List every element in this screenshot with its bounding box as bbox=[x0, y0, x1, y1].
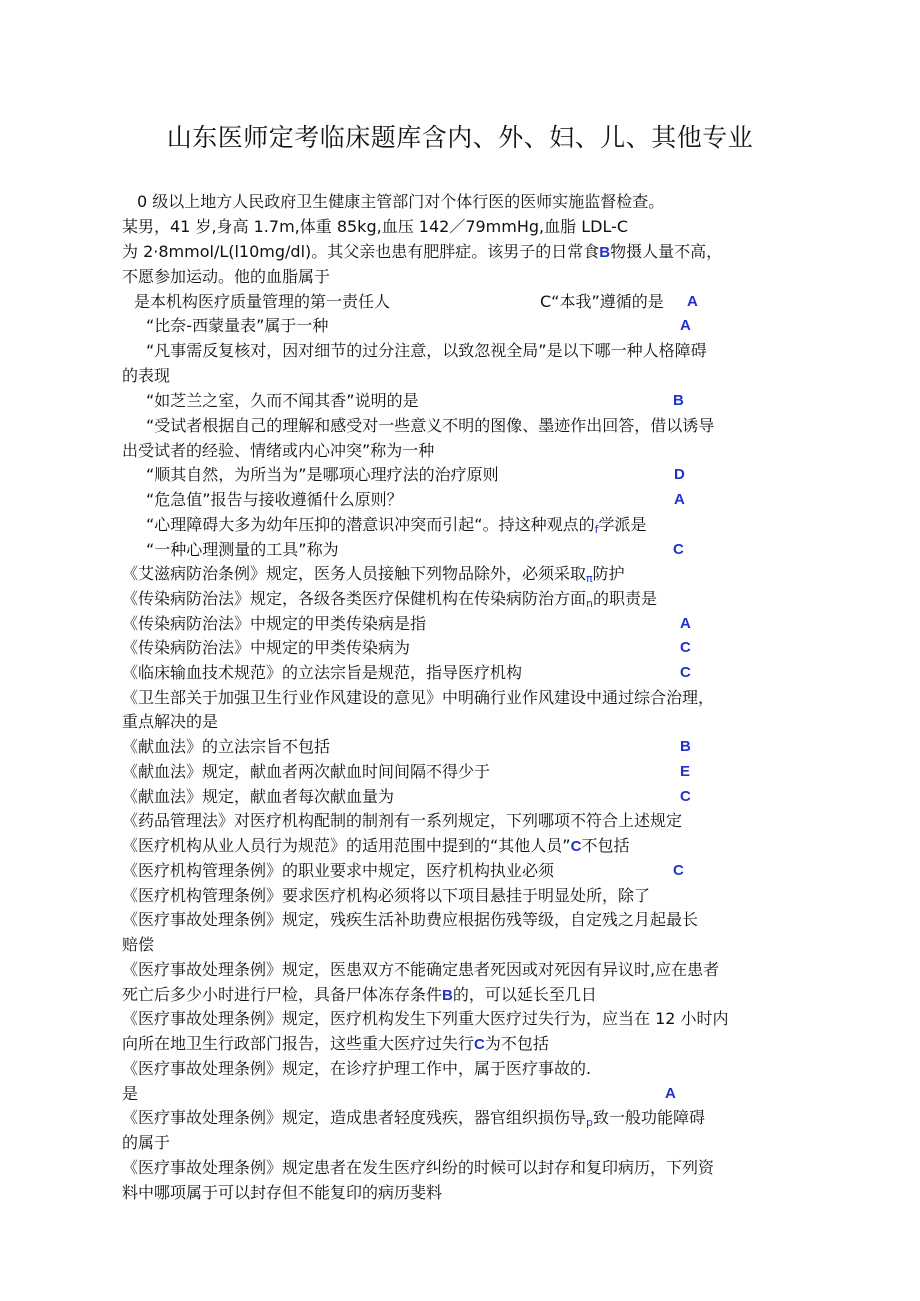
question-text-after: 防护 bbox=[592, 564, 625, 583]
question-line bbox=[146, 316, 328, 336]
question-text: 《医疗事故处理条例》规定，医患双方不能确定患者死因或对死因有异议时,应在患者 bbox=[122, 960, 720, 979]
question-text: 《医疗事故处理条例》规定，医疗机构发生下列重大医疗过失行为，应当在 12 小时内 bbox=[122, 1009, 729, 1028]
answer-letter: A bbox=[687, 293, 698, 310]
question-line bbox=[122, 1059, 591, 1079]
question-line bbox=[122, 1034, 549, 1055]
question-text: 《医疗事故处理条例》规定患者在发生医疗纠纷的时候可以封存和复印病历，下列资 bbox=[122, 1158, 715, 1177]
question-line bbox=[122, 787, 394, 807]
question-text-mid: C“本我”遵循的是 bbox=[540, 292, 664, 311]
question-line bbox=[122, 737, 330, 757]
question-line bbox=[122, 935, 154, 955]
question-line bbox=[122, 886, 650, 906]
question-text: “顺其自然，为所当为”是哪项心理疗法的治疗原则 bbox=[146, 465, 499, 484]
question-line bbox=[122, 712, 218, 732]
answer-letter: E bbox=[680, 763, 691, 780]
question-text: 是本机构医疗质量管理的第一责任人 bbox=[134, 292, 391, 311]
question-line bbox=[122, 366, 170, 386]
answer-letter: D bbox=[674, 466, 685, 483]
answer-letter: A bbox=[674, 491, 685, 508]
question-text-after: 物摄人量不高， bbox=[610, 242, 723, 261]
question-text: 的属于 bbox=[122, 1133, 171, 1152]
question-text-before: 《艾滋病防治条例》规定，医务人员接触下列物品除外，必须采取 bbox=[122, 564, 587, 583]
question-line bbox=[122, 1108, 705, 1133]
inline-answer-letter: C bbox=[570, 838, 582, 855]
question-text-after: 学派是 bbox=[598, 515, 647, 534]
answer-letter: A bbox=[680, 317, 691, 334]
question-line bbox=[122, 441, 434, 461]
question-line bbox=[122, 663, 522, 683]
document-title: 山东医师定考临床题库含内、外、妇、儿、其他专业 bbox=[166, 123, 754, 152]
question-line bbox=[122, 267, 330, 287]
question-line bbox=[122, 217, 628, 237]
inline-answer-letter: C bbox=[474, 1036, 485, 1053]
question-text: 《传染病防治法》中规定的甲类传染病为 bbox=[122, 638, 411, 657]
question-line bbox=[122, 1183, 442, 1203]
question-text-after: 的职责是 bbox=[593, 589, 658, 608]
question-text: “一种心理测量的工具”称为 bbox=[146, 540, 339, 559]
question-line bbox=[122, 589, 657, 614]
question-line bbox=[122, 910, 698, 930]
inline-scan-mark: π bbox=[586, 572, 593, 585]
question-text-after: 的，可以延长至几日 bbox=[452, 985, 597, 1004]
question-text: 料中哪项属于可以封存但不能复印的病历斐料 bbox=[122, 1183, 443, 1202]
inline-scan-mark: p bbox=[586, 1116, 593, 1129]
question-text: 赔偿 bbox=[122, 935, 155, 954]
question-text: 《献血法》的立法宗旨不包括 bbox=[122, 737, 331, 756]
question-text: 《医疗事故处理条例》规定，残疾生活补助费应根据伤残等级，自定残之月起最长 bbox=[122, 910, 699, 929]
inline-scan-mark: n bbox=[586, 597, 593, 610]
question-line bbox=[122, 960, 719, 980]
answer-letter: A bbox=[680, 615, 691, 632]
question-line bbox=[146, 490, 403, 510]
question-text-before: 《医疗机构从业人员行为规范》的适用范围中提到的“其他人员” bbox=[122, 836, 571, 855]
question-line bbox=[134, 292, 390, 312]
question-text: “比奈-西蒙量表”属于一种 bbox=[146, 316, 329, 335]
question-text: 《医疗机构管理条例》要求医疗机构必须将以下项目悬挂于明显处所，除了 bbox=[122, 886, 651, 905]
answer-letter: B bbox=[673, 392, 684, 409]
question-line bbox=[122, 242, 722, 263]
question-text: 某男，41 岁,身高 1.7m,体重 85kg,血压 142／79mmHg,血脂 LDL-C bbox=[122, 217, 629, 236]
question-text: “如芝兰之室，久而不闻其香”说明的是 bbox=[146, 391, 419, 410]
question-text-after: 不包括 bbox=[581, 836, 630, 855]
question-text: 0 级以上地方人民政府卫生健康主管部门对个体行医的医师实施监督检查。 bbox=[137, 192, 665, 211]
question-line bbox=[122, 614, 426, 634]
question-line bbox=[122, 811, 682, 831]
question-line bbox=[146, 391, 419, 411]
question-line bbox=[137, 192, 664, 212]
question-line bbox=[122, 762, 490, 782]
inline-scan-mark: f bbox=[594, 523, 599, 536]
question-line bbox=[146, 540, 339, 560]
question-line bbox=[146, 341, 707, 361]
question-line bbox=[122, 1158, 714, 1178]
question-text-before: 向所在地卫生行政部门报告，这些重大医疗过失行 bbox=[122, 1034, 475, 1053]
question-text: 不愿参加运动。他的血脂属于 bbox=[122, 267, 331, 286]
question-text: 《献血法》规定，献血者每次献血量为 bbox=[122, 787, 395, 806]
question-text-after: 致一般功能障碍 bbox=[593, 1108, 706, 1127]
answer-letter: C bbox=[680, 788, 691, 805]
question-text: 《医疗事故处理条例》规定，在诊疗护理工作中，属于医疗事故的. bbox=[122, 1059, 592, 1078]
question-text: “凡事需反复核对，因对细节的过分注意，以致忽视全局”是以下哪一种人格障碍 bbox=[146, 341, 707, 360]
answer-letter: A bbox=[665, 1085, 676, 1102]
question-text: 《献血法》规定，献血者两次献血时间间隔不得少于 bbox=[122, 762, 491, 781]
question-text: 《医疗机构管理条例》的职业要求中规定，医疗机构执业必须 bbox=[122, 861, 555, 880]
answer-letter: B bbox=[680, 738, 691, 755]
question-line bbox=[146, 465, 499, 485]
answer-letter: C bbox=[680, 664, 691, 681]
question-line bbox=[146, 515, 646, 540]
question-line bbox=[146, 416, 714, 436]
question-text-before: 《传染病防治法》规定，各级各类医疗保健机构在传染病防治方面 bbox=[122, 589, 587, 608]
question-line bbox=[122, 688, 714, 708]
question-text: 《传染病防治法》中规定的甲类传染病是指 bbox=[122, 614, 427, 633]
question-line bbox=[122, 861, 554, 881]
question-text: 出受试者的经验、情绪或内心冲突”称为一种 bbox=[122, 441, 435, 460]
answer-letter: C bbox=[673, 862, 684, 879]
question-text: 《卫生部关于加强卫生行业作风建设的意见》中明确行业作风建设中通过综合治理， bbox=[122, 688, 715, 707]
question-text: 的表现 bbox=[122, 366, 171, 385]
question-line bbox=[122, 985, 597, 1006]
question-text: 重点解决的是 bbox=[122, 712, 219, 731]
question-text: “危急值”报告与接收遵循什么原则？ bbox=[146, 490, 403, 509]
question-text-before: 《医疗事故处理条例》规定，造成患者轻度残疾，器官组织损伤导 bbox=[122, 1108, 587, 1127]
question-text-before: 死亡后多少小时进行尸检，具备尸体冻存条件 bbox=[122, 985, 443, 1004]
question-line bbox=[122, 836, 629, 857]
question-line bbox=[122, 1009, 729, 1029]
question-text: “受试者根据自己的理解和感受对一些意义不明的图像、墨迹作出回答，借以诱导 bbox=[146, 416, 715, 435]
question-line bbox=[122, 1133, 170, 1153]
inline-answer-letter: B bbox=[599, 244, 611, 261]
answer-letter: C bbox=[680, 639, 691, 656]
question-text-after: 为不包括 bbox=[484, 1034, 549, 1053]
question-text: 《药品管理法》对医疗机构配制的制剂有一系列规定，下列哪项不符合上述规定 bbox=[122, 811, 683, 830]
question-text-before: “心理障碍大多为幼年压抑的潜意识冲突而引起“。持这种观点的 bbox=[146, 515, 595, 534]
question-text-before: 为 2·8mmol/L(l10mg/dl)。其父亲也患有肥胖症。该男子的日常食 bbox=[122, 242, 600, 261]
question-text: 是 bbox=[122, 1084, 139, 1103]
answer-letter: C bbox=[673, 541, 684, 558]
question-line bbox=[122, 638, 410, 658]
inline-answer-letter: B bbox=[442, 987, 453, 1004]
question-text: 《临床输血技术规范》的立法宗旨是规范，指导医疗机构 bbox=[122, 663, 523, 682]
question-line bbox=[122, 564, 625, 589]
question-line bbox=[122, 1084, 138, 1104]
